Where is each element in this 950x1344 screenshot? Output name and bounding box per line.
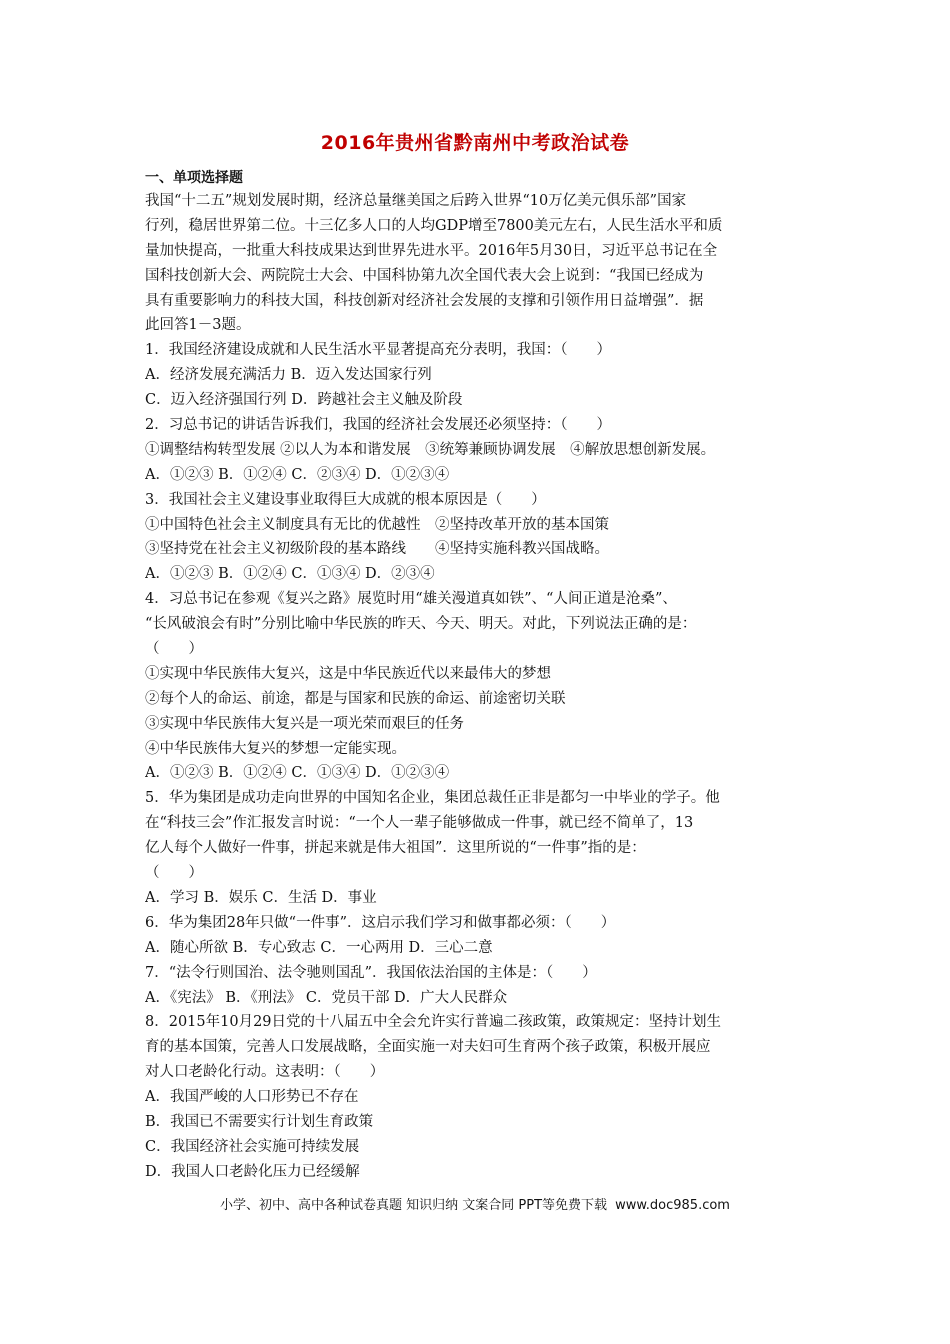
- question-2: 2．习总书记的讲话告诉我们，我国的经济社会发展还必须坚持：（ ）: [145, 417, 611, 434]
- question-4-statement: ②每个人的命运、前途，都是与国家和民族的命运、前途密切关联: [145, 690, 566, 707]
- question-4: 4．习总书记在参观《复兴之路》展览时用“雄关漫道真如铁”、“人间正道是沧桑”、: [145, 591, 677, 608]
- question-5: 亿人每个人做好一件事，拼起来就是伟大祖国”．这里所说的“一件事”指的是：: [145, 840, 646, 857]
- question-6-options: A．随心所欲 B．专心致志 C．一心两用 D．三心二意: [145, 939, 493, 956]
- question-2-statements: ①调整结构转型发展 ②以人为本和谐发展 ③统筹兼顾协调发展 ④解放思想创新发展。: [145, 441, 716, 458]
- question-8: 对人口老龄化行动。这表明：（ ）: [145, 1064, 385, 1081]
- question-1-options-cd: C．迈入经济强国行列 D．跨越社会主义触及阶段: [145, 392, 463, 409]
- question-4-options: A．①②③ B．①②④ C．①③④ D．①②③④: [145, 765, 450, 782]
- question-4-statement: ④中华民族伟大复兴的梦想一定能实现。: [145, 740, 406, 757]
- text-line: 国科技创新大会、两院院士大会、中国科协第九次全国代表大会上说到：“我国已经成为: [145, 267, 704, 284]
- text-line: 具有重要影响力的科技大国，科技创新对经济社会发展的支撑和引领作用日益增强”．据: [145, 292, 704, 309]
- page-footer: [0, 1194, 950, 1213]
- question-3-options: A．①②③ B．①②④ C．①③④ D．②③④: [145, 566, 435, 583]
- question-8: 育的基本国策，完善人口发展战略，全面实施一对夫妇可生育两个孩子政策，积极开展应: [145, 1039, 711, 1056]
- question-5-options: A．学习 B．娱乐 C．生活 D．事业: [145, 889, 377, 906]
- question-8-option-b: B．我国已不需要实行计划生育政策: [145, 1113, 374, 1130]
- question-8-option-c: C．我国经济社会实施可持续发展: [145, 1138, 360, 1155]
- text-line: 量加快提高，一批重大科技成果达到世界先进水平。2016年5月30日，习近平总书记在全: [145, 242, 718, 259]
- question-4: （ ）: [145, 641, 203, 658]
- footer-text: 小学、初中、高中各种试卷真题 知识归纳 文案合同 PPT等免费下载: [220, 1198, 608, 1213]
- question-4-statement: ③实现中华民族伟大复兴是一项光荣而艰巨的任务: [145, 715, 464, 732]
- text-line: 行列，稳居世界第二位。十三亿多人口的人均GDP增至7800美元左右，人民生活水平和质: [145, 217, 723, 234]
- text-line: 我国“十二五”规划发展时期，经济总量继美国之后跨入世界“10万亿美元俱乐部”国家: [145, 193, 687, 209]
- question-3-statements: ③坚持党在社会主义初级阶段的基本路线 ④坚持实施科教兴国战略。: [145, 541, 609, 558]
- page-title: 2016年贵州省黔南州中考政治试卷: [320, 132, 630, 154]
- question-1-options-ab: A．经济发展充满活力 B．迈入发达国家行列: [145, 367, 432, 384]
- question-2-options: A．①②③ B．①②④ C．②③④ D．①②③④: [145, 466, 450, 483]
- question-5: （ ）: [145, 865, 203, 882]
- question-5: 5．华为集团是成功走向世界的中国知名企业，集团总裁任正非是都匀一中毕业的学子。他: [145, 790, 720, 807]
- question-8-option-a: A．我国严峻的人口形势已不存在: [145, 1089, 359, 1106]
- question-1: 1．我国经济建设成就和人民生活水平显著提高充分表明，我国：（ ）: [145, 342, 611, 359]
- question-3-statements: ①中国特色社会主义制度具有无比的优越性 ②坚持改革开放的基本国策: [145, 516, 609, 533]
- question-6: 6．华为集团28年只做“一件事”．这启示我们学习和做事都必须：（ ）: [145, 914, 616, 931]
- question-8: 8．2015年10月29日党的十八届五中全会允许实行普遍二孩政策，政策规定：坚持计划生: [145, 1014, 722, 1031]
- question-3: 3．我国社会主义建设事业取得巨大成就的根本原因是（ ）: [145, 491, 546, 508]
- question-8-option-d: D．我国人口老龄化压力已经缓解: [145, 1163, 360, 1180]
- question-7-options: A．《宪法》 B．《刑法》 C．党员干部 D．广大人民群众: [145, 989, 508, 1006]
- question-4-statement: ①实现中华民族伟大复兴，这是中华民族近代以来最伟大的梦想: [145, 665, 551, 682]
- footer-link[interactable]: www.doc985.com: [615, 1198, 730, 1213]
- text-line: 此回答1－3题。: [145, 317, 251, 334]
- question-4: “长风破浪会有时”分别比喻中华民族的昨天、今天、明天。对此，下列说法正确的是：: [145, 616, 697, 633]
- exam-content: [145, 167, 815, 1185]
- question-5: 在“科技三会”作汇报发言时说：“一个人一辈子能够做成一件事，就已经不简单了，13: [145, 815, 694, 832]
- section-heading: 一、单项选择题: [145, 170, 243, 186]
- question-7: 7．“法令行则国治、法令驰则国乱”．我国依法治国的主体是：（ ）: [145, 964, 597, 981]
